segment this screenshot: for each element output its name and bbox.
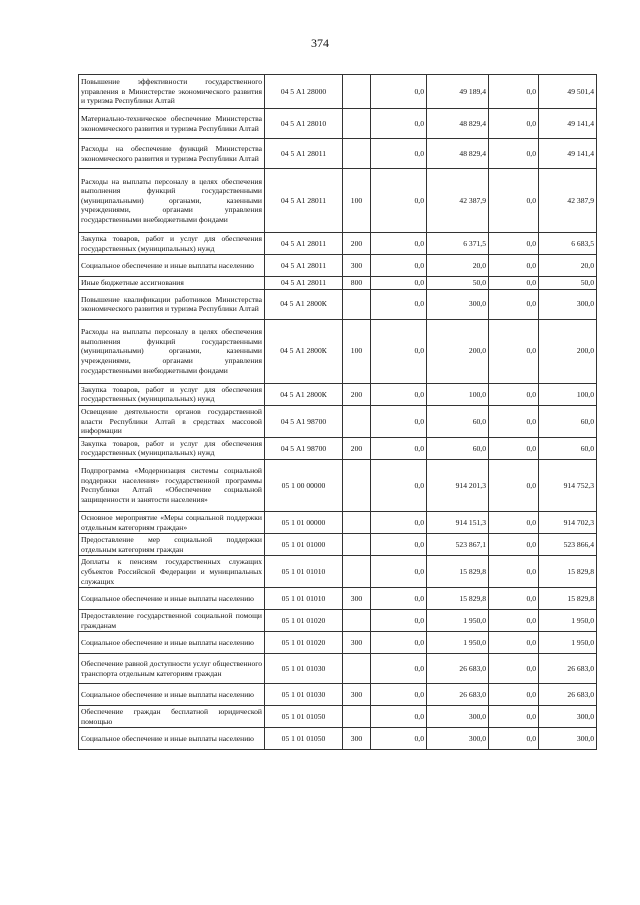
row-code: 05 1 00 00000 [265, 459, 343, 511]
row-value-4: 49 501,4 [539, 75, 597, 109]
row-code: 04 5 А1 2800К [265, 289, 343, 319]
row-expense-type: 100 [343, 169, 371, 233]
row-code: 04 5 А1 28011 [265, 233, 343, 255]
row-expense-type: 300 [343, 684, 371, 706]
row-value-4: 914 702,3 [539, 511, 597, 533]
row-value-3: 0,0 [489, 556, 539, 588]
row-value-1: 0,0 [371, 459, 427, 511]
row-value-1: 0,0 [371, 534, 427, 556]
row-name: Доплаты к пенсиям государственных служащих субъектов Российской Федерации и муниципальных служащих [79, 556, 265, 588]
row-expense-type: 200 [343, 437, 371, 459]
row-code: 04 5 А1 2800К [265, 319, 343, 383]
row-expense-type [343, 139, 371, 169]
table-row [79, 139, 597, 169]
row-code: 04 5 А1 28011 [265, 255, 343, 277]
row-expense-type: 100 [343, 319, 371, 383]
row-name: Подпрограмма «Модернизация системы социальной поддержки населения» государственной программы Республики Алтай «Обеспечение социальной защищенности и занятости населения» [79, 459, 265, 511]
row-name: Социальное обеспечение и иные выплаты населению [79, 632, 265, 654]
row-name: Закупка товаров, работ и услуг для обеспечения государственных (муниципальных) нужд [79, 437, 265, 459]
row-value-2: 48 829,4 [427, 109, 489, 139]
row-expense-type [343, 654, 371, 684]
row-expense-type [343, 289, 371, 319]
row-expense-type: 200 [343, 233, 371, 255]
row-value-2: 50,0 [427, 277, 489, 290]
row-value-4: 20,0 [539, 255, 597, 277]
table-row [79, 75, 597, 109]
row-value-4: 60,0 [539, 405, 597, 437]
row-value-1: 0,0 [371, 437, 427, 459]
row-code: 05 1 01 01020 [265, 610, 343, 632]
row-value-1: 0,0 [371, 684, 427, 706]
row-value-4: 42 387,9 [539, 169, 597, 233]
row-value-2: 1 950,0 [427, 632, 489, 654]
row-expense-type [343, 706, 371, 728]
row-value-2: 100,0 [427, 383, 489, 405]
row-value-2: 300,0 [427, 706, 489, 728]
row-value-4: 1 950,0 [539, 632, 597, 654]
row-value-2: 300,0 [427, 289, 489, 319]
row-code: 05 1 01 01000 [265, 534, 343, 556]
row-value-1: 0,0 [371, 75, 427, 109]
row-value-1: 0,0 [371, 169, 427, 233]
row-expense-type [343, 109, 371, 139]
row-name: Социальное обеспечение и иные выплаты населению [79, 728, 265, 750]
row-expense-type: 300 [343, 588, 371, 610]
row-value-4: 26 683,0 [539, 684, 597, 706]
row-value-1: 0,0 [371, 255, 427, 277]
row-expense-type [343, 405, 371, 437]
row-value-2: 15 829,8 [427, 556, 489, 588]
row-code: 04 5 А1 28000 [265, 75, 343, 109]
row-value-2: 914 151,3 [427, 511, 489, 533]
row-value-4: 100,0 [539, 383, 597, 405]
row-value-4: 300,0 [539, 289, 597, 319]
row-code: 04 5 А1 98700 [265, 437, 343, 459]
table-row [79, 255, 597, 277]
row-code: 04 5 А1 28011 [265, 169, 343, 233]
row-value-3: 0,0 [489, 289, 539, 319]
row-value-4: 1 950,0 [539, 610, 597, 632]
row-value-1: 0,0 [371, 139, 427, 169]
row-value-1: 0,0 [371, 405, 427, 437]
table-row [79, 556, 597, 588]
row-value-3: 0,0 [489, 109, 539, 139]
row-value-2: 26 683,0 [427, 684, 489, 706]
row-value-2: 914 201,3 [427, 459, 489, 511]
row-expense-type: 200 [343, 383, 371, 405]
row-value-4: 60,0 [539, 437, 597, 459]
row-code: 05 1 01 01050 [265, 706, 343, 728]
table-row [79, 534, 597, 556]
row-value-3: 0,0 [489, 405, 539, 437]
table-row [79, 109, 597, 139]
row-value-2: 60,0 [427, 405, 489, 437]
table-row [79, 459, 597, 511]
row-name: Материально-техническое обеспечение Министерства экономического развития и туризма Республики Алтай [79, 109, 265, 139]
row-name: Иные бюджетные ассигнования [79, 277, 265, 290]
table-row [79, 319, 597, 383]
row-code: 05 1 01 01030 [265, 654, 343, 684]
row-value-1: 0,0 [371, 277, 427, 290]
row-value-3: 0,0 [489, 255, 539, 277]
row-value-1: 0,0 [371, 706, 427, 728]
row-expense-type [343, 511, 371, 533]
row-expense-type [343, 534, 371, 556]
row-name: Освещение деятельности органов государственной власти Республики Алтай в средствах массовой информации [79, 405, 265, 437]
row-value-2: 523 867,1 [427, 534, 489, 556]
row-code: 05 1 01 01010 [265, 556, 343, 588]
row-value-1: 0,0 [371, 109, 427, 139]
row-value-2: 1 950,0 [427, 610, 489, 632]
row-name: Социальное обеспечение и иные выплаты населению [79, 684, 265, 706]
row-value-3: 0,0 [489, 437, 539, 459]
row-name: Повышение квалификации работников Министерства экономического развития и туризма Республики Алтай [79, 289, 265, 319]
row-value-3: 0,0 [489, 277, 539, 290]
row-value-4: 49 141,4 [539, 139, 597, 169]
row-expense-type [343, 556, 371, 588]
row-value-4: 50,0 [539, 277, 597, 290]
table-row [79, 289, 597, 319]
row-code: 04 5 А1 28011 [265, 139, 343, 169]
row-code: 05 1 01 00000 [265, 511, 343, 533]
row-value-1: 0,0 [371, 728, 427, 750]
row-value-3: 0,0 [489, 684, 539, 706]
row-value-1: 0,0 [371, 610, 427, 632]
row-expense-type: 300 [343, 728, 371, 750]
row-value-3: 0,0 [489, 139, 539, 169]
row-value-3: 0,0 [489, 534, 539, 556]
row-value-3: 0,0 [489, 706, 539, 728]
table-row [79, 610, 597, 632]
table-row [79, 277, 597, 290]
row-value-2: 49 189,4 [427, 75, 489, 109]
row-value-2: 200,0 [427, 319, 489, 383]
row-value-3: 0,0 [489, 319, 539, 383]
row-name: Повышение эффективности государственного управления в Министерстве экономического развития и туризма Республики Алтай [79, 75, 265, 109]
row-value-3: 0,0 [489, 728, 539, 750]
row-value-4: 49 141,4 [539, 109, 597, 139]
row-expense-type [343, 610, 371, 632]
row-value-4: 200,0 [539, 319, 597, 383]
table-row [79, 728, 597, 750]
row-value-3: 0,0 [489, 632, 539, 654]
row-expense-type: 300 [343, 255, 371, 277]
row-name: Предоставление государственной социальной помощи гражданам [79, 610, 265, 632]
row-value-4: 6 683,5 [539, 233, 597, 255]
row-name: Социальное обеспечение и иные выплаты населению [79, 588, 265, 610]
row-value-3: 0,0 [489, 75, 539, 109]
row-value-2: 15 829,8 [427, 588, 489, 610]
row-value-3: 0,0 [489, 588, 539, 610]
row-code: 04 5 А1 2800К [265, 383, 343, 405]
row-value-4: 523 866,4 [539, 534, 597, 556]
row-value-1: 0,0 [371, 289, 427, 319]
row-value-3: 0,0 [489, 383, 539, 405]
row-name: Предоставление мер социальной поддержки отдельным категориям граждан [79, 534, 265, 556]
row-code: 04 5 А1 28010 [265, 109, 343, 139]
row-expense-type: 800 [343, 277, 371, 290]
table-row [79, 405, 597, 437]
row-name: Закупка товаров, работ и услуг для обеспечения государственных (муниципальных) нужд [79, 383, 265, 405]
table-row [79, 684, 597, 706]
row-value-1: 0,0 [371, 233, 427, 255]
row-value-1: 0,0 [371, 654, 427, 684]
row-code: 05 1 01 01050 [265, 728, 343, 750]
table-row [79, 588, 597, 610]
table-row [79, 169, 597, 233]
row-value-1: 0,0 [371, 383, 427, 405]
row-value-3: 0,0 [489, 511, 539, 533]
row-code: 05 1 01 01010 [265, 588, 343, 610]
table-row [79, 511, 597, 533]
table-row [79, 632, 597, 654]
row-expense-type: 300 [343, 632, 371, 654]
row-name: Социальное обеспечение и иные выплаты населению [79, 255, 265, 277]
row-value-4: 914 752,3 [539, 459, 597, 511]
row-value-2: 26 683,0 [427, 654, 489, 684]
table-row [79, 383, 597, 405]
row-value-4: 15 829,8 [539, 556, 597, 588]
row-name: Обеспечение равной доступности услуг общественного транспорта отдельным категориям граждан [79, 654, 265, 684]
table-body [79, 75, 597, 750]
row-value-2: 42 387,9 [427, 169, 489, 233]
row-value-2: 20,0 [427, 255, 489, 277]
row-value-2: 300,0 [427, 728, 489, 750]
row-value-3: 0,0 [489, 169, 539, 233]
row-name: Основное мероприятие «Меры социальной поддержки отдельным категориям граждан» [79, 511, 265, 533]
row-code: 05 1 01 01030 [265, 684, 343, 706]
row-expense-type [343, 459, 371, 511]
row-value-4: 26 683,0 [539, 654, 597, 684]
page-number: 374 [311, 36, 329, 50]
row-value-4: 300,0 [539, 728, 597, 750]
row-name: Обеспечение граждан бесплатной юридической помощью [79, 706, 265, 728]
row-name: Расходы на выплаты персоналу в целях обеспечения выполнения функций государственными (муниципальными) органами, казенными учреждениями, органами управления государственными внебюджетными фондами [79, 169, 265, 233]
table-row [79, 654, 597, 684]
row-name: Закупка товаров, работ и услуг для обеспечения государственных (муниципальных) нужд [79, 233, 265, 255]
row-value-3: 0,0 [489, 610, 539, 632]
row-value-1: 0,0 [371, 511, 427, 533]
row-value-2: 48 829,4 [427, 139, 489, 169]
row-value-4: 300,0 [539, 706, 597, 728]
table-row [79, 233, 597, 255]
row-value-1: 0,0 [371, 588, 427, 610]
table-row [79, 437, 597, 459]
row-value-3: 0,0 [489, 654, 539, 684]
budget-table [78, 74, 597, 750]
row-code: 05 1 01 01020 [265, 632, 343, 654]
row-value-1: 0,0 [371, 556, 427, 588]
row-name: Расходы на выплаты персоналу в целях обеспечения выполнения функций государственными (муниципальными) органами, казенными учреждениями, органами управления государственными внебюджетными фондами [79, 319, 265, 383]
row-value-1: 0,0 [371, 319, 427, 383]
row-value-2: 6 371,5 [427, 233, 489, 255]
row-value-3: 0,0 [489, 459, 539, 511]
row-value-2: 60,0 [427, 437, 489, 459]
row-value-3: 0,0 [489, 233, 539, 255]
table-row [79, 706, 597, 728]
row-value-1: 0,0 [371, 632, 427, 654]
row-value-4: 15 829,8 [539, 588, 597, 610]
row-name: Расходы на обеспечение функций Министерства экономического развития и туризма Республики Алтай [79, 139, 265, 169]
row-code: 04 5 А1 98700 [265, 405, 343, 437]
row-code: 04 5 А1 28011 [265, 277, 343, 290]
row-expense-type [343, 75, 371, 109]
